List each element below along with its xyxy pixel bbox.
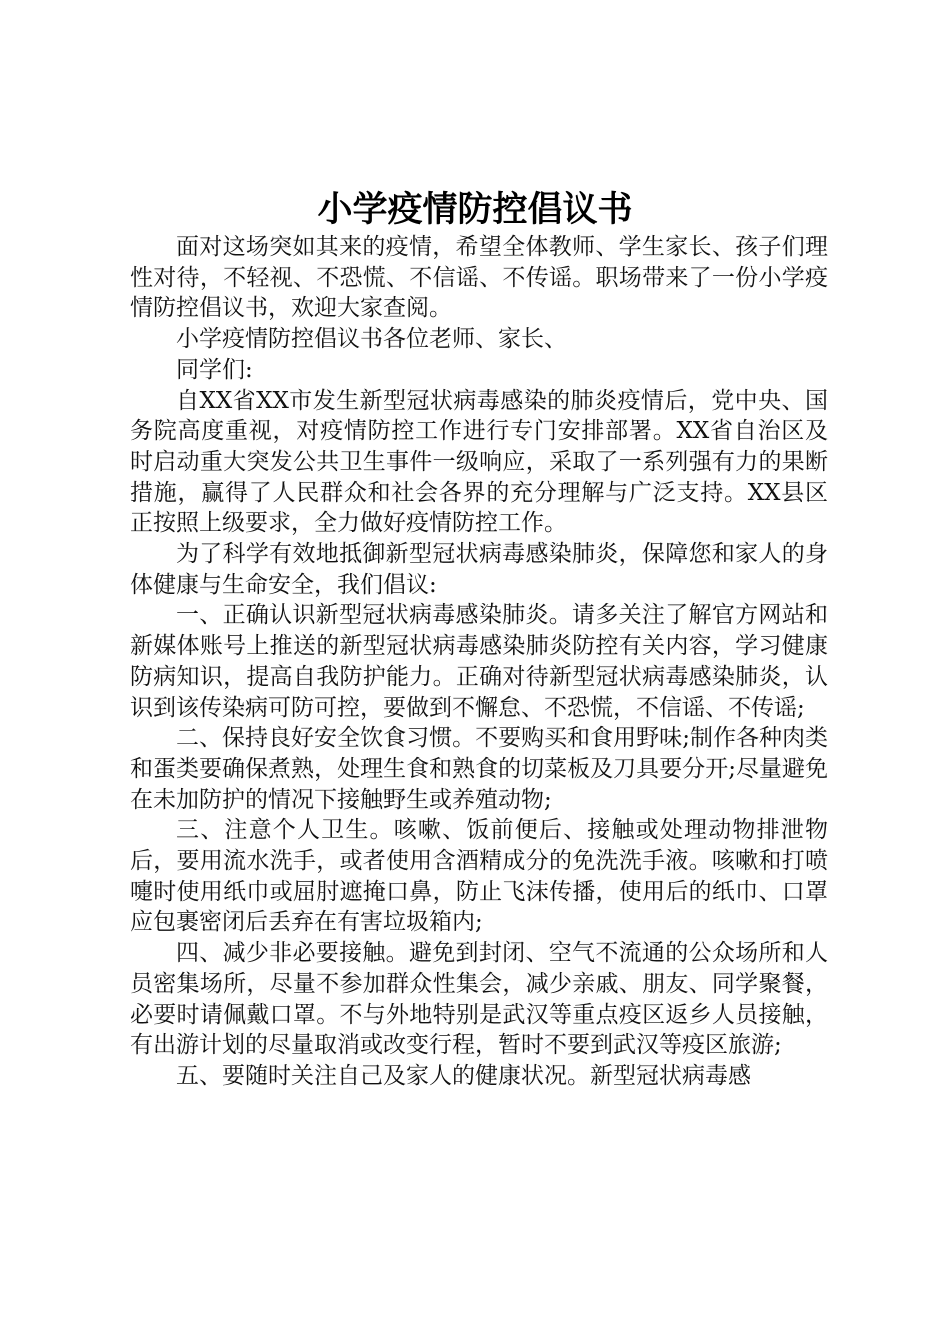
paragraph: 小学疫情防控倡议书各位老师、家长、: [176, 326, 567, 353]
document-body: [130, 232, 828, 1092]
paragraph: 自XX省XX市发生新型冠状病毒感染的肺炎疫情后，党中央、国务院高度重视，对疫情防控工作进行专门安排部署。XX省自治区及时启动重大突发公共卫生事件一级响应，采取了一系列强有力的果断措施，赢得了人民群众和社会各界的充分理解与广泛支持。XX县区正按照上级要求，全力做好疫情防控工作。: [130, 387, 828, 537]
paragraph: 同学们:: [176, 356, 253, 383]
paragraph: 面对这场突如其来的疫情，希望全体教师、学生家长、孩子们理性对待，不轻视、不恐慌、不信谣、不传谣。职场带来了一份小学疫情防控倡议书，欢迎大家查阅。: [130, 234, 828, 322]
paragraph: 五、要随时关注自己及家人的健康状况。新型冠状病毒感: [176, 1062, 751, 1089]
paragraph: 二、保持良好安全饮食习惯。不要购买和食用野味;制作各种肉类和蛋类要确保煮熟，处理生食和熟食的切菜板及刀具要分开;尽量避免在未加防护的情况下接触野生或养殖动物;: [130, 725, 828, 813]
paragraph: 一、正确认识新型冠状病毒感染肺炎。请多关注了解官方网站和新媒体账号上推送的新型冠状病毒感染肺炎防控有关内容，学习健康防病知识，提高自我防护能力。正确对待新型冠状病毒感染肺炎，认识到该传染病可防可控，要做到不懈怠、不恐慌，不信谣、不传谣;: [130, 602, 828, 721]
paragraph: 三、注意个人卫生。咳嗽、饭前便后、接触或处理动物排泄物后，要用流水洗手，或者使用含酒精成分的免洗洗手液。咳嗽和打喷嚏时使用纸巾或屈肘遮掩口鼻，防止飞沫传播，使用后的纸巾、口罩应包裹密闭后丢弃在有害垃圾箱内;: [130, 817, 828, 936]
paragraph: 四、减少非必要接触。避免到封闭、空气不流通的公众场所和人员密集场所，尽量不参加群众性集会，减少亲戚、朋友、同学聚餐，必要时请佩戴口罩。不与外地特别是武汉等重点疫区返乡人员接触，有出游计划的尽量取消或改变行程，暂时不要到武汉等疫区旅游;: [130, 940, 828, 1059]
document-title: 小学疫情防控倡议书: [317, 189, 633, 230]
paragraph: 为了科学有效地抵御新型冠状病毒感染肺炎，保障您和家人的身体健康与生命安全，我们倡议:: [130, 541, 828, 598]
